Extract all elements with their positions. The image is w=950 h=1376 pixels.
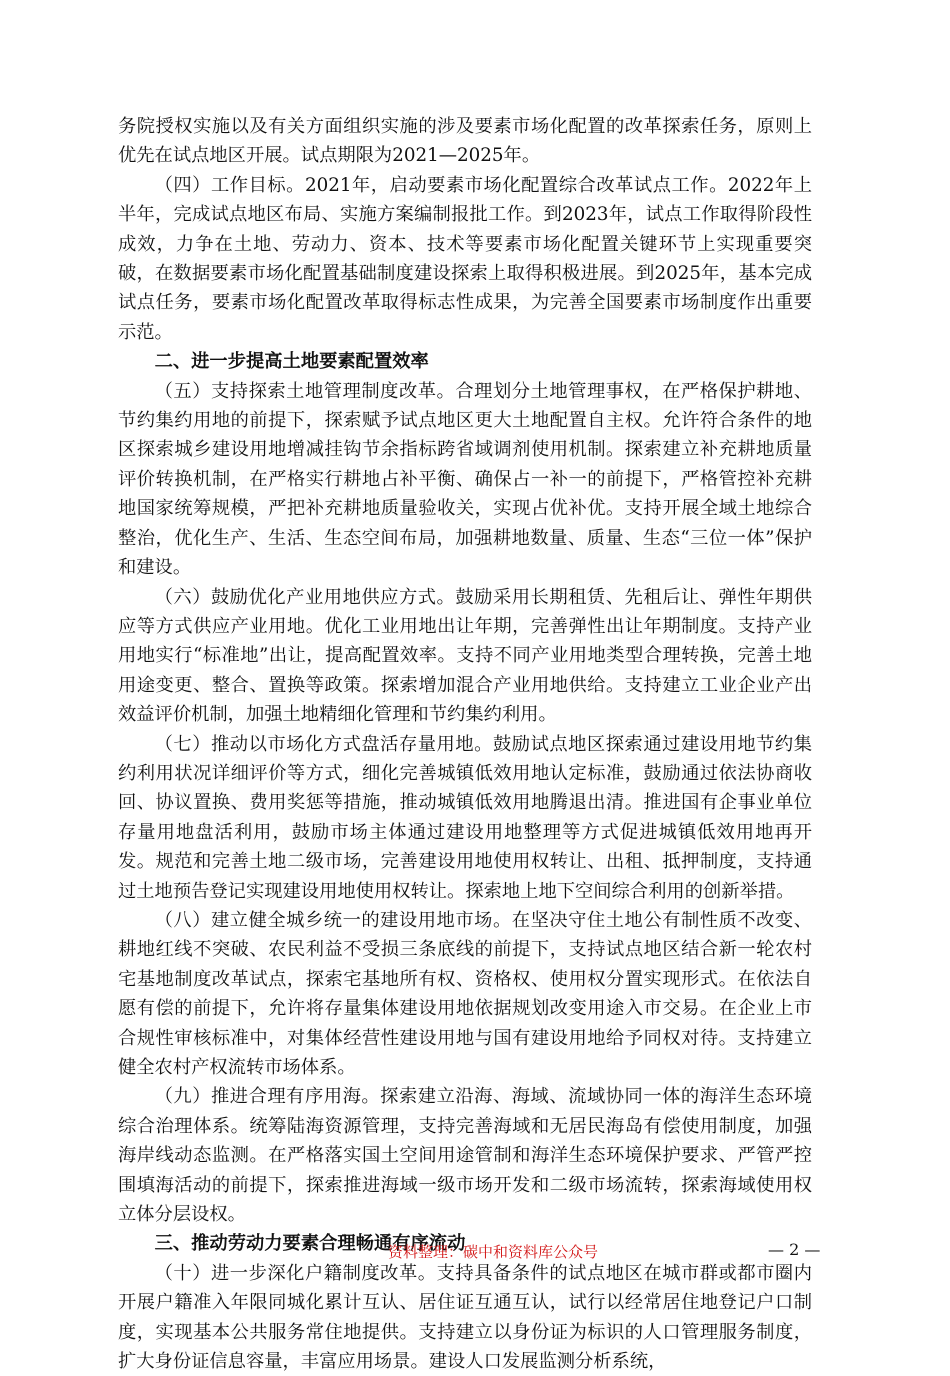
paragraph-lead: （五）支持探索土地管理制度改革。 [154, 380, 456, 402]
paragraph [118, 730, 812, 906]
paragraph [118, 377, 812, 583]
footer-source-note: 资料整理：碳中和资料库公众号 [388, 1243, 599, 1261]
paragraph [118, 906, 812, 1082]
paragraph-lead: （七）推动以市场化方式盘活存量用地。 [154, 733, 493, 755]
paragraph-continuation [118, 112, 812, 171]
paragraph-body: 鼓励试点地区探索通过建设用地节约集约利用状况详细评价等方式，细化完善城镇低效用地认定标准，鼓励通过依法协商收回、协议置换、费用奖惩等措施，推动城镇低效用地腾退出清。推进国有企事业单位存量用地盘活利用，鼓励市场主体通过建设用地整理等方式促进城镇低效用地再开发。规范和完善土地二级市场，完善建设用地使用权转让、出租、抵押制度，支持通过土地预告登记实现建设用地使用权转让。探索地上地下空间综合利用的创新举措。 [118, 733, 813, 902]
paragraph [118, 1082, 812, 1229]
paragraph [118, 583, 812, 730]
paragraph-body: 支持具备条件的试点地区在城市群或都市圈内开展户籍准入年限同城化累计互认、居住证互通互认，试行以经常居住地登记户口制度，实现基本公共服务常住地提供。支持建立以身份证为标识的人口管理服务制度，扩大身份证信息容量，丰富应用场景。建设人口发展监测分析系统， [118, 1262, 813, 1373]
paragraph-lead: （六）鼓励优化产业用地供应方式。 [154, 586, 456, 608]
paragraph-lead: （四）工作目标。 [154, 174, 305, 196]
paragraph-lead: （十）进一步深化户籍制度改革。 [154, 1262, 437, 1284]
section-heading: 三、推动劳动力要素合理畅通有序流动 [154, 1233, 466, 1255]
paragraph-body: 2021年，启动要素市场化配置综合改革试点工作。2022年上半年，完成试点地区布局、实施方案编制报批工作。到2023年，试点工作取得阶段性成效，力争在土地、劳动力、资本、技术等要素市场化配置关键环节上实现重要突破，在数据要素市场化配置基础制度建设探索上取得积极进展。到2025年，基本完成试点任务，要素市场化配置改革取得标志性成果，为完善全国要素市场制度作出重要示范。 [118, 174, 812, 343]
section-heading: 二、进一步提高土地要素配置效率 [154, 351, 429, 373]
paragraph-lead: （九）推进合理有序用海。 [154, 1086, 381, 1108]
paragraph-body: 鼓励采用长期租赁、先租后让、弹性年期供应等方式供应产业用地。优化工业用地出让年期，完善弹性出让年期制度。支持产业用地实行“标准地”出让，提高配置效率。支持不同产业用地类型合理转换，完善土地用途变更、整合、置换等政策。探索增加混合产业用地供给。支持建立工业企业产出效益评价机制，加强土地精细化管理和节约集约利用。 [118, 586, 813, 726]
paragraph-body: 务院授权实施以及有关方面组织实施的涉及要素市场化配置的改革探索任务，原则上优先在试点地区开展。试点期限为2021—2025年。 [118, 116, 812, 167]
paragraph-body: 合理划分土地管理事权，在严格保护耕地、节约集约用地的前提下，探索赋予试点地区更大土地配置自主权。允许符合条件的地区探索城乡建设用地增减挂钩节余指标跨省域调剂使用机制。探索建立补充耕地质量评价转换机制，在严格实行耕地占补平衡、确保占一补一的前提下，严格管控补充耕地国家统筹规模，严把补充耕地质量验收关，实现占优补优。支持开展全域土地综合整治，优化生产、生活、生态空间布局，加强耕地数量、质量、生态“三位一体”保护和建设。 [118, 380, 813, 579]
paragraph-lead: （八）建立健全城乡统一的建设用地市场。 [154, 909, 512, 931]
paragraph [118, 171, 812, 347]
paragraph-body: 在坚决守住土地公有制性质不改变、耕地红线不突破、农民利益不受损三条底线的前提下，支持试点地区结合新一轮农村宅基地制度改革试点，探索宅基地所有权、资格权、使用权分置实现形式。在依法自愿有偿的前提下，允许将存量集体建设用地依据规划改变用途入市交易。在企业上市合规性审核标准中，对集体经营性建设用地与国有建设用地给予同权对待。支持建立健全农村产权流转市场体系。 [118, 909, 813, 1078]
body-text [118, 112, 812, 1376]
page-number: — 2 — [768, 1240, 821, 1259]
paragraph-body: 探索建立沿海、海域、流域协同一体的海洋生态环境综合治理体系。统筹陆海资源管理，支持完善海域和无居民海岛有偿使用制度，加强海岸线动态监测。在严格落实国土空间用途管制和海洋生态环境保护要求、严管严控围填海活动的前提下，探索推进海域一级市场开发和二级市场流转，探索海域使用权立体分层设权。 [118, 1086, 813, 1226]
paragraph [118, 1259, 812, 1376]
